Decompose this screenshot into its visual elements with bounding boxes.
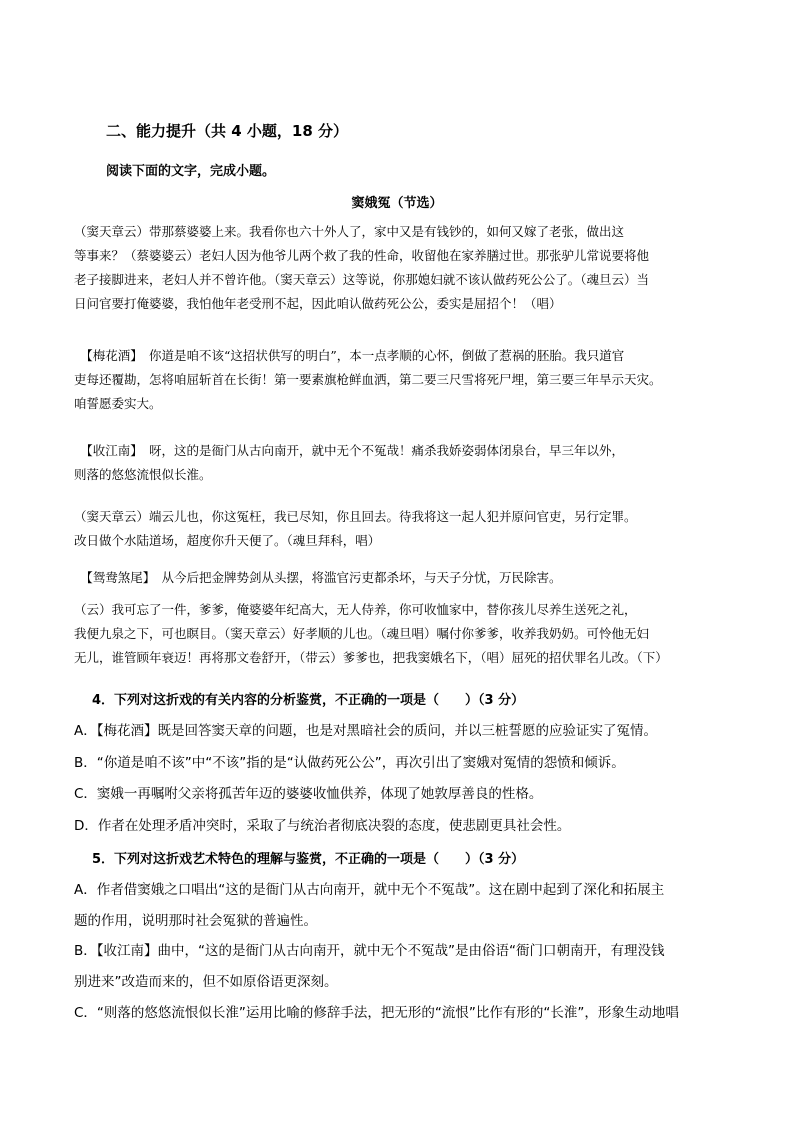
reading-instruction: 阅读下面的文字，完成小题。 bbox=[106, 164, 276, 179]
question-5-option-a bbox=[74, 875, 734, 937]
passage-paragraph-6 bbox=[74, 598, 734, 670]
option-line: B．“你道是咱不该”中“不该”指的是“认做药死公公”，再次引出了窦娥对冤情的怨愤和倾诉。 bbox=[74, 755, 625, 771]
option-line: A．【梅花酒】既是回答窦天章的问题，也是对黑暗社会的质问，并以三桩誓愿的应验证实了冤情。 bbox=[74, 723, 657, 739]
passage-line: 无儿，谁管顾年衰迈！再将那文卷舒开，（带云）爹爹也，把我窦娥名下，（唱）屈死的招伏罪名儿改。（下） bbox=[74, 650, 668, 665]
passage-paragraph-3 bbox=[74, 439, 734, 487]
passage-line: 老子接脚进来，老妇人并不曾许他。（窦天章云）这等说，你那媳妇就不该认做药死公公了。（魂旦云）当 bbox=[74, 272, 650, 287]
option-line: 别进来”改造而来的，但不如原俗语更深刻。 bbox=[74, 974, 338, 990]
passage-line: 等事来？（蔡婆婆云）老妇人因为他爷儿两个救了我的性命，收留他在家养膳过世。那张驴儿常说要将他 bbox=[74, 248, 650, 263]
passage-line: （云）我可忘了一件，爹爹，俺婆婆年纪高大，无人侍养，你可收恤家中，替你孩儿尽养生送死之礼， bbox=[74, 602, 637, 617]
option-line: D．作者在处理矛盾冲突时，采取了与统治者彻底决裂的态度，使悲剧更具社会性。 bbox=[74, 818, 571, 834]
question-4-option-d bbox=[74, 811, 734, 842]
option-line: 题的作用，说明那时社会冤狱的普遍性。 bbox=[74, 913, 317, 929]
question-4-option-c bbox=[74, 779, 734, 810]
passage-line: 【鸳鸯煞尾】 从今后把金牌势剑从头摆，将滥官污吏都杀坏，与天子分忧，万民除害。 bbox=[74, 570, 562, 585]
passage-line: 【梅花酒】 你道是咱不该“这招状供写的明白”，本一点孝顺的心怀，倒做了惹祸的胚胎。我只道官 bbox=[74, 348, 625, 363]
passage-line: 咱誓愿委实大。 bbox=[74, 396, 162, 411]
passage-title: 窦娥冤（节选） bbox=[351, 196, 443, 211]
question-5-stem: 5．下列对这折戏艺术特色的理解与鉴赏，不正确的一项是（ ）（3 分） bbox=[92, 852, 525, 867]
passage-line: 我便九泉之下，可也瞑目。（窦天章云）好孝顺的儿也。（魂旦唱）嘱付你爹爹，收养我奶奶。可怜他无妇 bbox=[74, 626, 650, 641]
passage-paragraph-4 bbox=[74, 505, 734, 553]
question-4-option-b bbox=[74, 748, 734, 779]
question-4-option-a bbox=[74, 716, 734, 747]
passage-line: 【收江南】 呀，这的是衙门从古向南开，就中无个不冤哉！痛杀我娇姿弱体闭泉台，早三年以外， bbox=[74, 443, 625, 458]
question-4-stem: 4．下列对这折戏的有关内容的分析鉴赏，不正确的一项是（ ）（3 分） bbox=[92, 693, 525, 708]
passage-paragraph-5 bbox=[74, 566, 734, 590]
option-line: C．“则落的悠悠流恨似长淮”运用比喻的修辞手法，把无形的“流恨”比作有形的“长淮”，形象生动地唱 bbox=[74, 1005, 679, 1021]
passage-paragraph-1 bbox=[74, 220, 734, 316]
section-heading: 二、能力提升（共 4 小题，18 分） bbox=[106, 122, 348, 140]
option-line: C．窦娥一再嘱咐父亲将孤苦年迈的婆婆收恤供养，体现了她敦厚善良的性格。 bbox=[74, 786, 543, 802]
question-5-option-c bbox=[74, 998, 734, 1029]
passage-paragraph-2 bbox=[74, 344, 734, 416]
passage-line: 改日做个水陆道场，超度你升天便了。（魂旦拜科，唱） bbox=[74, 533, 381, 548]
passage-line: 吏每还覆勘，怎将咱屈斩首在长街！第一要素旗枪鲜血洒，第二要三尺雪将死尸埋，第三要三年旱示天灾。 bbox=[74, 372, 662, 387]
passage-line: （窦天章云）带那蔡婆婆上来。我看你也六十外人了，家中又是有钱钞的，如何又嫁了老张，做出这 bbox=[74, 224, 625, 239]
passage-line: 日问官要打俺婆婆，我怕他年老受刑不起，因此咱认做药死公公，委实是屈招个！（唱） bbox=[74, 296, 562, 311]
option-line: B．【收江南】曲中，“这的是衙门从古向南开，就中无个不冤哉”是由俗语“衙门口朝南开，有理没钱 bbox=[74, 943, 665, 959]
question-5-option-b bbox=[74, 936, 734, 998]
option-line: A．作者借窦娥之口唱出“这的是衙门从古向南开，就中无个不冤哉”。这在剧中起到了深化和拓展主 bbox=[74, 882, 665, 898]
passage-line: （窦天章云）端云儿也，你这冤枉，我已尽知，你且回去。待我将这一起人犯并原问官吏，另行定罪。 bbox=[74, 509, 637, 524]
passage-line: 则落的悠悠流恨似长淮。 bbox=[74, 467, 212, 482]
